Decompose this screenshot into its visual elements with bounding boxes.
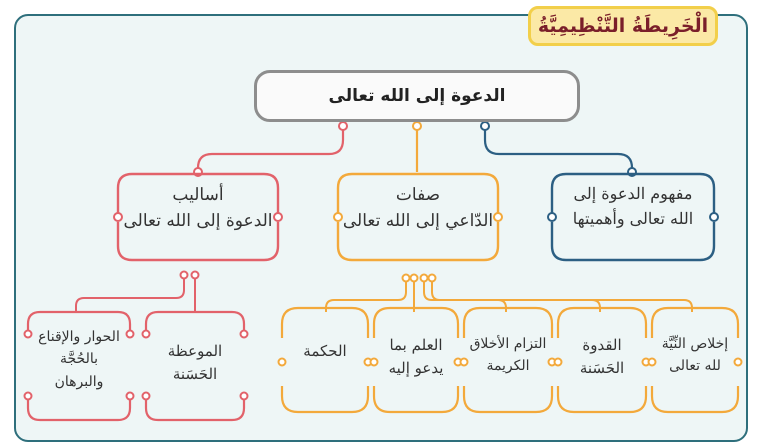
dot-root-traits [413, 122, 421, 130]
leaf-wisdom [282, 340, 368, 363]
branch-concept-line2: الله تعالى وأهميتها [572, 208, 694, 228]
leaf-knowledge-line1: العلم بما [389, 336, 443, 354]
branch-styles-line2: الدعوة إلى الله تعالى [123, 211, 273, 232]
link-root-concept [485, 126, 632, 172]
dot-dialogue-br [127, 393, 134, 400]
leaf-morals-line2: الكريمة [486, 357, 530, 374]
leaf-role-model-line2: الحَسَنة [579, 359, 625, 378]
branch-styles-line1: أساليب [172, 185, 224, 205]
dot-traits-bottom-2 [411, 275, 418, 282]
leaf-dialogue [26, 326, 132, 393]
leaf-wisdom-line1: الحكمة [303, 342, 347, 360]
leaf-knowledge [374, 334, 458, 381]
branch-concept-line1: مفهوم الدعوة إلى [573, 184, 693, 203]
dot-sermon-br [241, 393, 248, 400]
dot-root-concept [481, 122, 489, 130]
dot-styles-bottom-2 [192, 272, 199, 279]
link-root-styles [198, 126, 343, 172]
dot-dialogue-bl [25, 393, 32, 400]
dot-sermon-bl [143, 393, 150, 400]
dot-traits-bottom-1 [403, 275, 410, 282]
leaf-dialogue-line1: الحوار والإقناع [38, 329, 120, 345]
root-node: الدعوة إلى الله تعالى [254, 70, 580, 122]
branch-traits-line2: الدّاعي إلى الله تعالى [342, 211, 494, 232]
map-title: الْخَرِيطَةُ التَّنْظِيمِيَّةُ [528, 6, 718, 46]
leaf-sincerity-line1: إخلاص النِّيَّة [661, 336, 729, 352]
leaf-sermon [146, 340, 244, 387]
leaf-role-model [558, 334, 646, 381]
leaf-sermon-line1: الموعظة [167, 342, 223, 360]
branch-styles [118, 182, 278, 235]
dot-traits-bottom-4 [429, 275, 436, 282]
dot-root-styles [339, 122, 347, 130]
leaf-sincerity-line2: لله تعالى [669, 357, 721, 374]
leaf-dialogue-line2: بالحُجَّة [59, 351, 98, 368]
dot-sermon-tr [241, 331, 248, 338]
leaf-morals [460, 334, 556, 377]
dot-styles-bottom-1 [181, 272, 188, 279]
link-styles-dialogue [76, 275, 184, 312]
leaf-sermon-line2: الحَسَنة [172, 365, 218, 384]
branch-concept [552, 182, 714, 232]
leaf-sincerity [652, 334, 738, 377]
leaf-role-model-line1: القدوة [582, 336, 622, 354]
dot-traits-bottom-3 [421, 275, 428, 282]
leaf-dialogue-line3: والبرهان [54, 373, 104, 390]
leaf-morals-line1: التزام الأخلاق [469, 336, 547, 352]
dot-sermon-tl [143, 331, 150, 338]
branch-traits [338, 182, 498, 235]
branch-traits-line1: صفات [395, 185, 441, 205]
leaf-knowledge-line2: يدعو إليه [388, 359, 444, 378]
